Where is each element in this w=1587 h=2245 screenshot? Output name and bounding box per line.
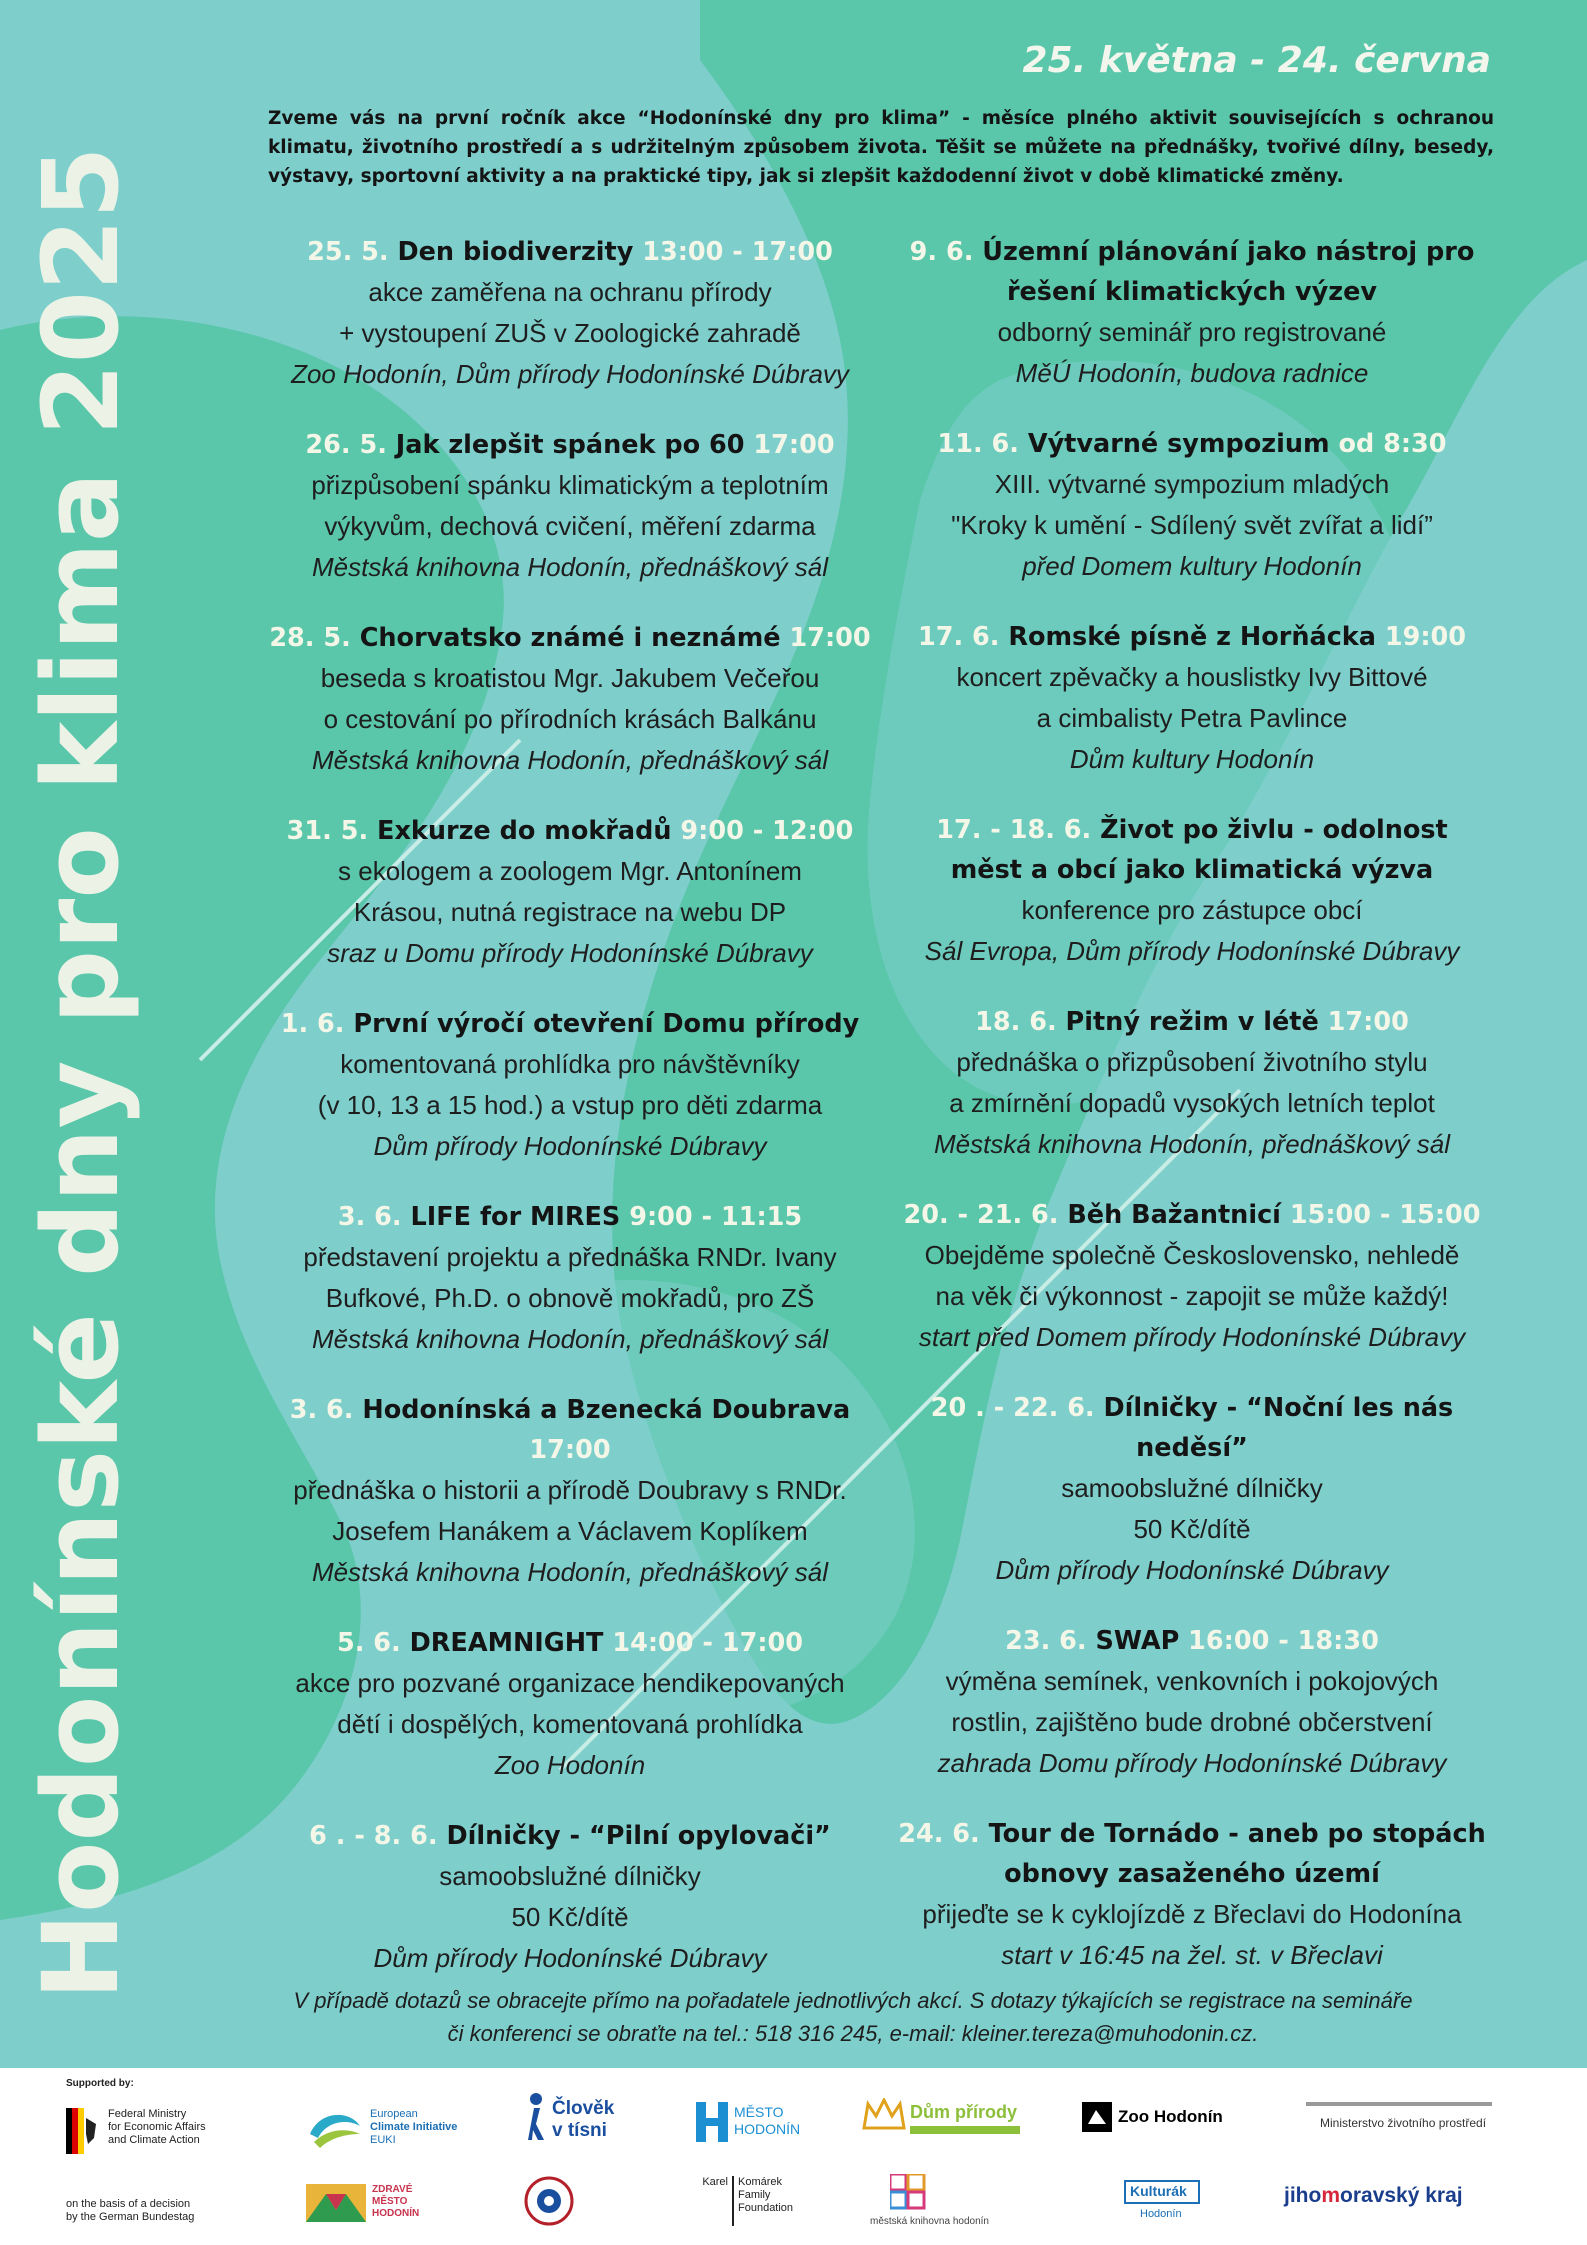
event-heading <box>887 810 1497 850</box>
event-description: výměna semínek, venkovních i pokojových <box>945 1666 1439 1696</box>
event-heading <box>265 232 875 272</box>
dum-prirody-text: Dům přírody <box>910 2102 1018 2122</box>
supported-by-label: Supported by: <box>66 2078 134 2089</box>
event-description: a zmírnění dopadů vysokých letních teplot <box>949 1088 1435 1118</box>
event-heading <box>887 1854 1497 1894</box>
event-heading <box>887 272 1497 312</box>
event-heading <box>887 617 1497 657</box>
event-date: 3. 6. <box>337 1202 402 1232</box>
event-heading <box>887 1002 1497 1042</box>
event-venue: zahrada Domu přírody Hodonínské Dúbravy <box>937 1748 1447 1778</box>
event-title: Pitný režim v létě <box>1065 1007 1319 1037</box>
clovek-line: v tísni <box>552 2120 607 2141</box>
event-title: Jak zlepšit spánek po 60 <box>395 430 745 460</box>
event-block <box>265 1390 875 1593</box>
event-heading <box>265 1197 875 1237</box>
bmwk-line: for Economic Affairs <box>108 2121 206 2133</box>
event-description: akce pro pozvané organizace hendikepovaných <box>295 1668 845 1698</box>
event-heading <box>887 1195 1497 1235</box>
knihovna-text: městská knihovna hodonín <box>870 2216 989 2227</box>
event-description: komentovaná prohlídka pro návštěvníky <box>340 1049 800 1079</box>
bundestag-line: on the basis of a decision <box>66 2198 191 2210</box>
event-description: výkyvům, dechová cvičení, měření zdarma <box>324 511 816 541</box>
event-date: 20. - 21. 6. <box>903 1200 1059 1230</box>
event-block <box>265 232 875 395</box>
intro-paragraph: Zveme vás na první ročník akce “Hodonínské dny pro klima” - měsíce plného aktivit souvisejících s ochranou klimatu, životního prostředí a s udržitelným způsobem života. Těšit se můžete na přednášky, tvořivé dílny, besedy, výstavy, sportovní aktivity a na praktické tipy, jak si zlepšit každodenní život v době klimatické změny. <box>268 108 1494 187</box>
event-title: První výročí otevření Domu přírody <box>353 1009 860 1039</box>
seal-logo <box>524 2176 574 2231</box>
event-date: 6 . - 8. 6. <box>309 1821 438 1851</box>
event-heading <box>265 1623 875 1663</box>
date-range: 25. května - 24. června <box>1022 40 1491 81</box>
footer-note <box>268 1984 1438 2050</box>
zoo-square-icon <box>1082 2102 1112 2132</box>
event-venue: Městská knihovna Hodonín, přednáškový sál <box>312 1324 828 1354</box>
event-date: 17. - 18. 6. <box>936 815 1092 845</box>
mesto-line: MĚSTO <box>734 2104 784 2120</box>
event-title: Dílničky - “Noční les nás neděsí” <box>1103 1393 1454 1463</box>
event-block <box>887 232 1497 394</box>
event-time: od 8:30 <box>1338 429 1447 459</box>
h-emblem-icon <box>694 2102 730 2142</box>
bmwk-line: Federal Ministry <box>108 2108 187 2120</box>
event-venue: start v 16:45 na žel. st. v Břeclavi <box>1001 1940 1383 1970</box>
event-description: 50 Kč/dítě <box>1133 1514 1251 1544</box>
event-block <box>265 1623 875 1786</box>
event-description: přizpůsobení spánku klimatickým a teplotním <box>311 470 829 500</box>
event-date: 9. 6. <box>909 237 974 267</box>
event-description: koncert zpěvačky a houslistky Ivy Bittové <box>956 662 1428 692</box>
event-block <box>265 811 875 974</box>
event-venue: Dům přírody Hodonínské Dúbravy <box>995 1555 1389 1585</box>
event-title: LIFE for MIRES <box>410 1202 621 1232</box>
event-description: + vystoupení ZUŠ v Zoologické zahradě <box>339 318 801 348</box>
event-time: 13:00 - 17:00 <box>642 237 833 267</box>
events-left-column <box>265 232 875 2009</box>
event-title: Běh Bažantnicí <box>1067 1200 1281 1230</box>
event-time: 17:00 <box>529 1435 611 1465</box>
event-block <box>887 1388 1497 1591</box>
event-description: 50 Kč/dítě <box>511 1902 629 1932</box>
event-venue: Městská knihovna Hodonín, přednáškový sál <box>312 745 828 775</box>
komarek-line: Karel <box>702 2176 728 2188</box>
event-heading <box>265 1816 875 1856</box>
event-description: akce zaměřena na ochranu přírody <box>368 277 772 307</box>
event-title: Život po živlu - odolnost <box>1100 815 1448 845</box>
event-title: Den biodiverzity <box>397 237 634 267</box>
event-time: 16:00 - 18:30 <box>1188 1626 1379 1656</box>
event-description: beseda s kroatistou Mgr. Jakubem Večeřou <box>320 663 820 693</box>
event-time: 15:00 - 15:00 <box>1289 1200 1481 1230</box>
event-heading <box>265 1004 875 1044</box>
event-date: 18. 6. <box>975 1007 1057 1037</box>
footer-note-line: V případě dotazů se obracejte přímo na pořadatele jednotlivých akcí. S dotazy týkajících se registrace na semináře <box>293 1988 1413 2013</box>
komarek-line: Foundation <box>738 2202 794 2214</box>
event-block <box>265 618 875 781</box>
event-title: Výtvarné sympozium <box>1027 429 1330 459</box>
event-block <box>887 1621 1497 1784</box>
mzp-text: Ministerstvo životního prostředí <box>1320 2116 1487 2130</box>
event-block <box>887 1195 1497 1358</box>
footer-note-line: či konferenci se obraťte na tel.: 518 316 245, e-mail: kleiner.tereza@muhodonin.cz. <box>447 2021 1259 2046</box>
event-time: 17:00 <box>1327 1007 1409 1037</box>
event-venue: Městská knihovna Hodonín, přednáškový sál <box>312 552 828 582</box>
zoo-text: Zoo Hodonín <box>1118 2107 1223 2126</box>
event-date: 20 . - 22. 6. <box>930 1393 1095 1423</box>
event-time: 14:00 - 17:00 <box>612 1628 804 1658</box>
event-heading <box>887 1814 1497 1854</box>
kulturak-line: Hodonín <box>1140 2208 1182 2220</box>
event-description: představení projektu a přednáška RNDr. Ivany <box>303 1242 837 1272</box>
euki-line: EUKI <box>370 2134 396 2146</box>
round-seal-icon <box>524 2176 574 2226</box>
event-block <box>887 1814 1497 1976</box>
event-heading <box>265 425 875 465</box>
logo-bar <box>0 2068 1587 2245</box>
event-time: 9:00 - 12:00 <box>680 816 854 846</box>
event-description: XIII. výtvarné sympozium mladých <box>994 469 1390 499</box>
komarek-line: Family <box>738 2189 771 2201</box>
events-right-column <box>887 232 1497 2006</box>
event-time: 17:00 <box>789 623 871 653</box>
eagle-icon <box>66 2108 96 2154</box>
event-venue: Sál Evropa, Dům přírody Hodonínské Dúbravy <box>924 936 1460 966</box>
event-title: Exkurze do mokřadů <box>377 816 672 846</box>
event-title: Dílničky - “Pilní opylovači” <box>446 1821 831 1851</box>
event-description: (v 10, 13 a 15 hod.) a vstup pro děti zdarma <box>317 1090 823 1120</box>
event-venue: Městská knihovna Hodonín, přednáškový sál <box>312 1557 828 1587</box>
event-description: samoobslužné dílničky <box>439 1861 701 1891</box>
person-icon <box>522 2092 548 2142</box>
event-title: Hodonínská a Bzenecká Doubrava <box>362 1395 851 1425</box>
jmk-part: jiho <box>1284 2184 1322 2207</box>
vertical-title: Hodonínské dny pro klima 2025 <box>20 146 142 2000</box>
event-title: Romské písně z Horňácka <box>1008 622 1376 652</box>
event-date: 28. 5. <box>269 623 351 653</box>
event-venue: Dům kultury Hodonín <box>1069 744 1315 774</box>
event-description: Josefem Hanákem a Václavem Koplíkem <box>332 1516 808 1546</box>
event-venue: Dům přírody Hodonínské Dúbravy <box>373 1131 767 1161</box>
event-date: 1. 6. <box>280 1009 345 1039</box>
event-date: 17. 6. <box>917 622 1000 652</box>
event-description: Krásou, nutná registrace na webu DP <box>353 897 787 927</box>
event-title-line2: obnovy zasaženého území <box>1004 1859 1380 1889</box>
event-block <box>265 425 875 588</box>
event-title-line2: měst a obcí jako klimatická výzva <box>950 855 1434 885</box>
event-heading <box>265 1390 875 1470</box>
event-title: DREAMNIGHT <box>409 1628 604 1658</box>
kulturak-line: Kulturák <box>1130 2183 1187 2199</box>
zdrave-mesto-icon <box>306 2184 366 2222</box>
event-description: o cestování po přírodních krásách Balkánu <box>323 704 817 734</box>
event-heading <box>887 1621 1497 1661</box>
event-block <box>265 1816 875 1979</box>
event-venue: Městská knihovna Hodonín, přednáškový sál <box>934 1129 1450 1159</box>
event-venue: Zoo Hodonín <box>494 1750 646 1780</box>
event-heading <box>887 850 1497 890</box>
mesto-line: HODONÍN <box>734 2121 801 2137</box>
event-description: "Kroky k umění - Sdílený svět zvířat a lidí” <box>951 510 1433 540</box>
jmk-part: oravský kraj <box>1340 2184 1463 2207</box>
event-description: přednáška o přizpůsobení životního stylu <box>956 1047 1428 1077</box>
bmwk-line: and Climate Action <box>108 2134 200 2146</box>
event-time: 9:00 - 11:15 <box>629 1202 803 1232</box>
euki-swirl-icon <box>306 2104 364 2150</box>
event-venue: MěÚ Hodonín, budova radnice <box>1015 358 1369 388</box>
event-time: 17:00 <box>753 430 835 460</box>
komarek-line: Komárek <box>738 2176 783 2188</box>
event-title: SWAP <box>1095 1626 1180 1656</box>
bundestag-line: by the German Bundestag <box>66 2211 195 2223</box>
event-description: konference pro zástupce obcí <box>1021 895 1363 925</box>
zdrave-line: HODONÍN <box>372 2208 420 2219</box>
zdrave-line: ZDRAVÉ <box>372 2184 413 2195</box>
zdrave-line: MĚSTO <box>372 2196 408 2207</box>
event-description: na věk či výkonnost - zapojit se může každý! <box>935 1281 1449 1311</box>
event-title: Chorvatsko známé i neznámé <box>359 623 781 653</box>
clovek-line: Člověk <box>552 2098 615 2119</box>
event-block <box>265 1197 875 1360</box>
event-date: 31. 5. <box>286 816 369 846</box>
crown-icon <box>862 2098 906 2132</box>
event-description: přednáška o historii a přírodě Doubravy s RNDr. <box>293 1475 847 1505</box>
knihovna-mark-icon <box>890 2174 926 2210</box>
event-date: 3. 6. <box>289 1395 354 1425</box>
event-block <box>265 1004 875 1167</box>
event-block <box>887 1002 1497 1165</box>
event-heading <box>265 811 875 851</box>
event-description: s ekologem a zoologem Mgr. Antonínem <box>338 856 802 886</box>
euki-line: European <box>370 2108 418 2120</box>
event-description: dětí i dospělých, komentovaná prohlídka <box>337 1709 803 1739</box>
bundestag-note <box>66 2198 266 2224</box>
event-description: samoobslužné dílničky <box>1061 1473 1323 1503</box>
event-date: 23. 6. <box>1005 1626 1087 1656</box>
event-description: Obejděme společně Československo, nehledě <box>924 1240 1460 1270</box>
event-date: 24. 6. <box>898 1819 980 1849</box>
jmk-part: m <box>1321 2184 1341 2207</box>
event-block <box>887 810 1497 972</box>
event-date: 11. 6. <box>937 429 1019 459</box>
event-venue: start před Domem přírody Hodonínské Dúbravy <box>918 1322 1466 1352</box>
event-heading <box>887 1388 1497 1468</box>
event-venue: sraz u Domu přírody Hodonínské Dúbravy <box>327 938 813 968</box>
event-date: 25. 5. <box>307 237 389 267</box>
event-date: 26. 5. <box>305 430 387 460</box>
event-heading <box>265 618 875 658</box>
event-description: a cimbalisty Petra Pavlince <box>1036 703 1348 733</box>
event-description: rostlin, zajištěno bude drobné občerstvení <box>951 1707 1433 1737</box>
event-heading <box>887 424 1497 464</box>
event-description: odborný seminář pro registrované <box>997 317 1387 347</box>
event-title: Tour de Tornádo - aneb po stopách <box>988 1819 1486 1849</box>
event-venue: Zoo Hodonín, Dům přírody Hodonínské Dúbravy <box>291 359 849 389</box>
event-venue: před Domem kultury Hodonín <box>1022 551 1362 581</box>
euki-line: Climate Initiative <box>370 2121 458 2133</box>
event-heading <box>887 232 1497 272</box>
event-description: Bufkové, Ph.D. o obnově mokřadů, pro ZŠ <box>325 1283 815 1313</box>
event-description: přijeďte se k cyklojízdě z Břeclavi do Hodonína <box>922 1899 1462 1929</box>
event-title: Územní plánování jako nástroj pro <box>982 237 1475 267</box>
event-block <box>887 424 1497 587</box>
event-title-line2: řešení klimatických výzev <box>1006 277 1378 307</box>
event-date: 5. 6. <box>336 1628 401 1658</box>
event-venue: Dům přírody Hodonínské Dúbravy <box>373 1943 767 1973</box>
event-time: 19:00 <box>1384 622 1467 652</box>
event-block <box>887 617 1497 780</box>
jihomoravsky-kraj-logo <box>1284 2184 1524 2208</box>
